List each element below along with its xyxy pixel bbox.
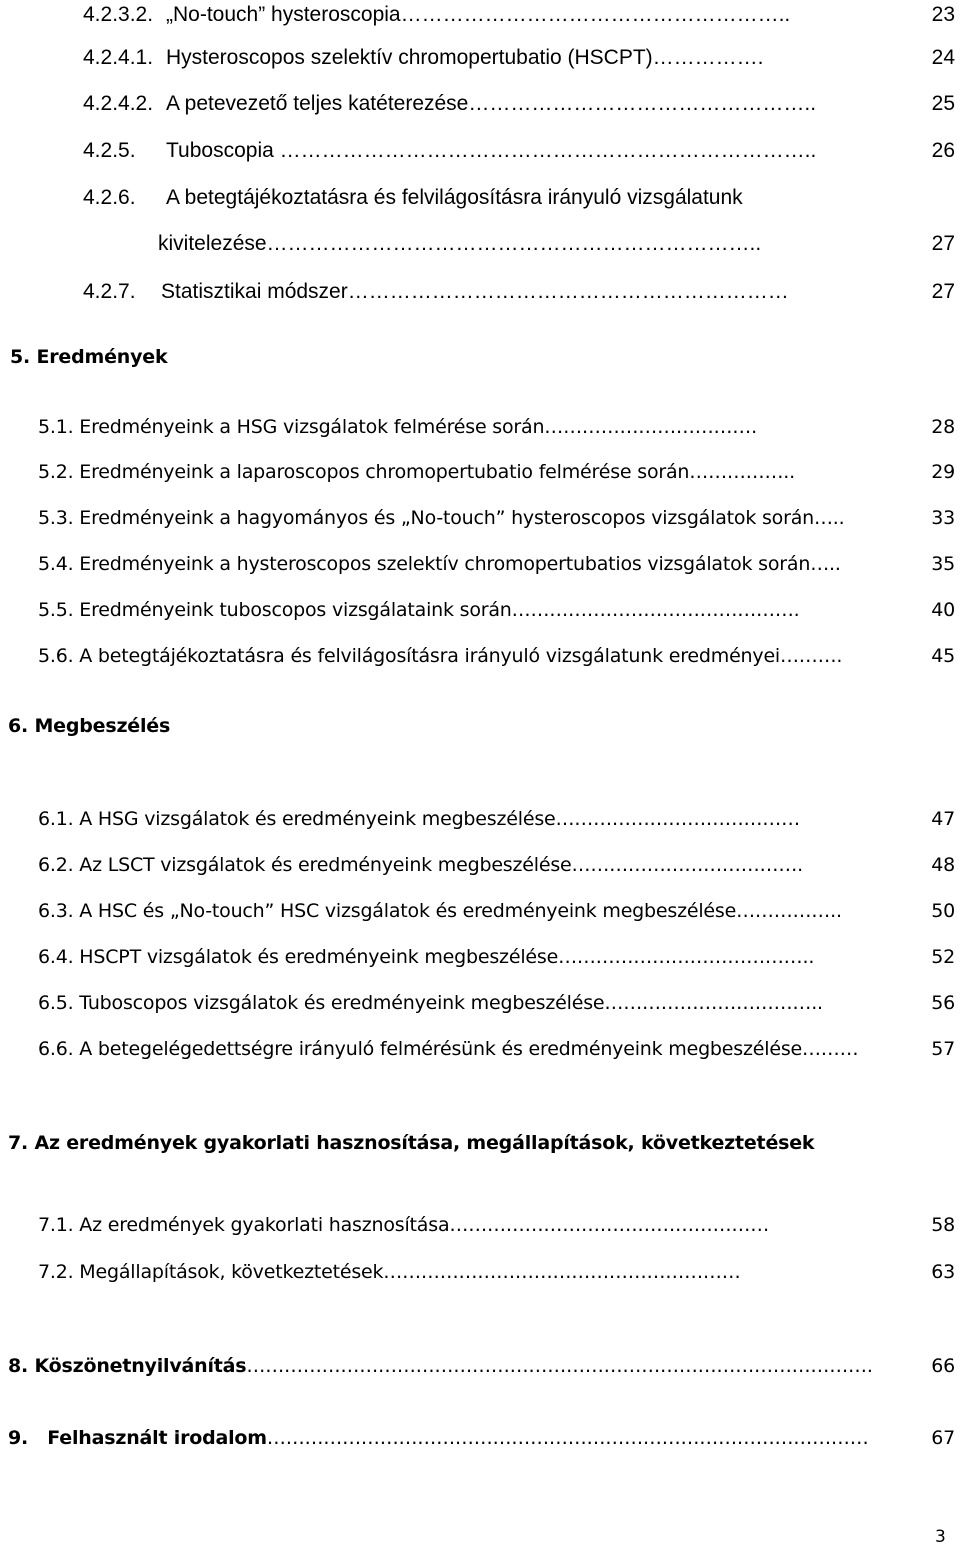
toc-entry-4-2-4-2[interactable] [83, 93, 955, 114]
toc-entry-number: 4.2.7. [83, 280, 136, 303]
toc-entry-title: 6.3. A HSC és „No-touch” HSC vizsgálatok és eredményeink megbeszélése…………….. [38, 900, 842, 922]
toc-heading-dots: ………………………………………………………………………………………. [246, 1355, 873, 1377]
toc-entry-4-2-5[interactable] [83, 140, 955, 161]
page-number: 3 [935, 1527, 946, 1547]
toc-entry-page: 24 [931, 46, 955, 69]
toc-entry-6-4[interactable] [38, 948, 955, 967]
toc-entry-page: 57 [931, 1038, 955, 1060]
toc-entry-page: 56 [931, 992, 955, 1014]
toc-entry-4-2-3-2[interactable] [83, 4, 955, 25]
toc-entry-title: 6.5. Tuboscopos vizsgálatok és eredményeink megbeszélése…………………………….. [38, 992, 823, 1014]
toc-heading-title: 6. Megbeszélés [8, 715, 171, 737]
toc-entry-number: 4.2.3.2. [83, 3, 154, 26]
toc-entry-6-6[interactable] [38, 1040, 955, 1059]
toc-heading-9[interactable] [8, 1429, 955, 1448]
toc-entry-title: „No-touch” hysteroscopia……………………………………………….. [166, 3, 791, 26]
toc-entry-title: 5.4. Eredményeink a hysteroscopos szelektív chromopertubatios vizsgálatok során….. [38, 553, 841, 575]
toc-entry-6-2[interactable] [38, 856, 955, 875]
toc-entry-6-1[interactable] [38, 810, 955, 829]
toc-entry-4-2-6-continued[interactable] [158, 233, 955, 254]
toc-entry-6-3[interactable] [38, 902, 955, 921]
toc-entry-page: 23 [931, 3, 955, 26]
toc-entry-4-2-4-1[interactable] [83, 47, 955, 68]
toc-entry-title: 6.4. HSCPT vizsgálatok és eredményeink megbeszélése………………………………….. [38, 946, 815, 968]
toc-heading-title: 5. Eredmények [10, 346, 168, 368]
toc-entry-5-3[interactable] [38, 509, 955, 528]
toc-entry-7-2[interactable] [38, 1263, 955, 1282]
toc-entry-page: 33 [931, 507, 955, 529]
toc-entry-page: 52 [931, 946, 955, 968]
toc-entry-7-1[interactable] [38, 1216, 955, 1235]
toc-heading-7[interactable] [8, 1134, 814, 1153]
toc-heading-title: 8. Köszönetnyilvánítás [8, 1355, 247, 1377]
toc-entry-title: 7.1. Az eredmények gyakorlati hasznosítása…………………………………………… [38, 1214, 769, 1236]
toc-entry-5-2[interactable] [38, 463, 955, 482]
toc-entry-title: Tuboscopia ………………………………………………………………….. [166, 139, 817, 162]
toc-entry-page: 50 [931, 900, 955, 922]
toc-heading-8[interactable] [8, 1357, 955, 1376]
toc-heading-page: 67 [931, 1427, 955, 1449]
toc-entry-page: 47 [931, 808, 955, 830]
toc-entry-page: 35 [931, 553, 955, 575]
toc-entry-title: 5.6. A betegtájékoztatásra és felvilágosításra irányuló vizsgálatunk eredményei………. [38, 645, 843, 667]
toc-entry-number: 4.2.4.2. [83, 92, 154, 115]
toc-heading-dots: …………………………………………………………………………………… [266, 1427, 869, 1449]
toc-entry-page: 27 [931, 280, 955, 303]
toc-entry-title: 5.3. Eredményeink a hagyományos és „No-touch” hysteroscopos vizsgálatok során….. [38, 507, 845, 529]
toc-entry-4-2-7[interactable] [83, 281, 955, 302]
toc-entry-title: A betegtájékoztatásra és felvilágosításra irányuló vizsgálatunk [166, 186, 743, 209]
toc-entry-page: 40 [931, 599, 955, 621]
toc-entry-page: 27 [931, 232, 955, 255]
toc-entry-title: 6.2. Az LSCT vizsgálatok és eredményeink megbeszélése………………………………. [38, 854, 803, 876]
toc-entry-page: 28 [931, 416, 955, 438]
toc-entry-title: 6.6. A betegelégedettségre irányuló felmérésünk és eredményeink megbeszélése……… [38, 1038, 859, 1060]
toc-entry-title: kivitelezése…………………………………………………………….. [158, 232, 762, 255]
toc-entry-title: 5.5. Eredményeink tuboscopos vizsgálataink során………………………………………. [38, 599, 800, 621]
toc-entry-6-5[interactable] [38, 994, 955, 1013]
toc-entry-5-1[interactable] [38, 418, 955, 437]
toc-entry-title: Statisztikai módszer……………………………………………………… [161, 280, 789, 303]
toc-entry-page: 45 [931, 645, 955, 667]
toc-entry-5-6[interactable] [38, 647, 955, 666]
toc-heading-5[interactable] [10, 348, 167, 367]
toc-entry-page: 25 [931, 92, 955, 115]
toc-entry-5-4[interactable] [38, 555, 955, 574]
toc-entry-page: 29 [931, 461, 955, 483]
toc-entry-4-2-6[interactable] [83, 187, 955, 208]
toc-heading-title: 9. Felhasznált irodalom [8, 1427, 267, 1449]
toc-entry-number: 4.2.6. [83, 186, 136, 209]
toc-heading-title: 7. Az eredmények gyakorlati hasznosítása, megállapítások, következtetések [8, 1132, 815, 1154]
toc-entry-page: 58 [931, 1214, 955, 1236]
toc-entry-page: 63 [931, 1261, 955, 1283]
toc-entry-number: 4.2.4.1. [83, 46, 154, 69]
toc-heading-6[interactable] [8, 717, 170, 736]
toc-entry-title: 5.1. Eredményeink a HSG vizsgálatok felmérése során……………………………. [38, 416, 757, 438]
toc-entry-page: 26 [931, 139, 955, 162]
toc-entry-title: 6.1. A HSG vizsgálatok és eredményeink megbeszélése………………………………… [38, 808, 800, 830]
toc-heading-page: 66 [931, 1355, 955, 1377]
toc-entry-title: 7.2. Megállapítások, következtetések………………………………………………… [38, 1261, 741, 1283]
toc-entry-5-5[interactable] [38, 601, 955, 620]
toc-entry-page: 48 [931, 854, 955, 876]
toc-entry-title: 5.2. Eredményeink a laparoscopos chromopertubatio felmérése során…………….. [38, 461, 795, 483]
toc-entry-title: A petevezető teljes katéterezése………………………………………….. [166, 92, 817, 115]
toc-entry-title: Hysteroscopos szelektív chromopertubatio (HSCPT)……………. [166, 46, 764, 69]
toc-entry-number: 4.2.5. [83, 139, 136, 162]
